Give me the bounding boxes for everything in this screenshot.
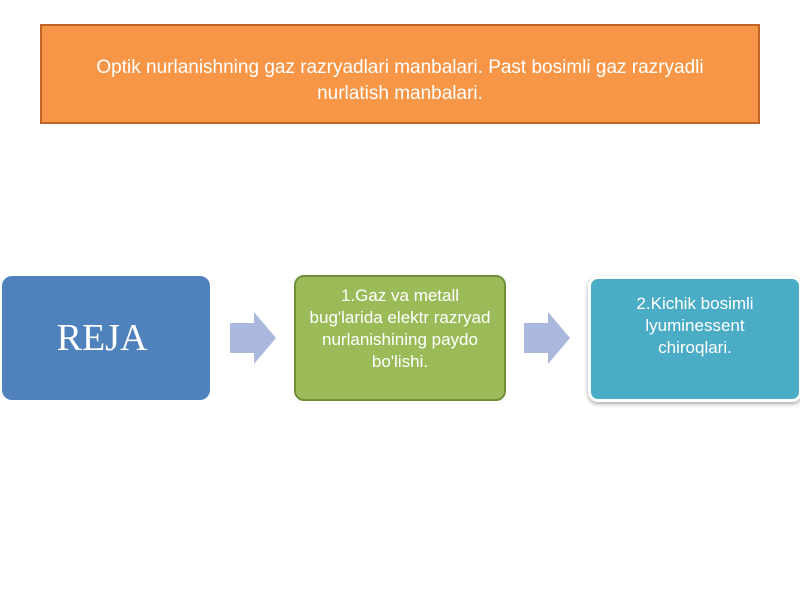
right-arrow-icon <box>230 312 276 364</box>
node-gaz-razryad-label: 1.Gaz va metall bug'larida elektr razryad nurlanishining paydo bo'lishi. <box>309 286 491 371</box>
node-gaz-razryad <box>294 275 506 401</box>
node-reja-label: REJA <box>56 317 148 359</box>
node-lyuminessent-chiroq-label: 2.Kichik bosimli lyuminessent chiroqlari. <box>636 294 754 357</box>
node-lyuminessent-chiroq <box>588 276 800 402</box>
slide-title-box <box>40 24 760 124</box>
right-arrow-icon <box>524 312 570 364</box>
slide-title: Optik nurlanishning gaz razryadlari manbalari. Past bosimli gaz razryadli nurlatish manbalari. <box>96 57 704 104</box>
node-reja <box>2 276 210 400</box>
